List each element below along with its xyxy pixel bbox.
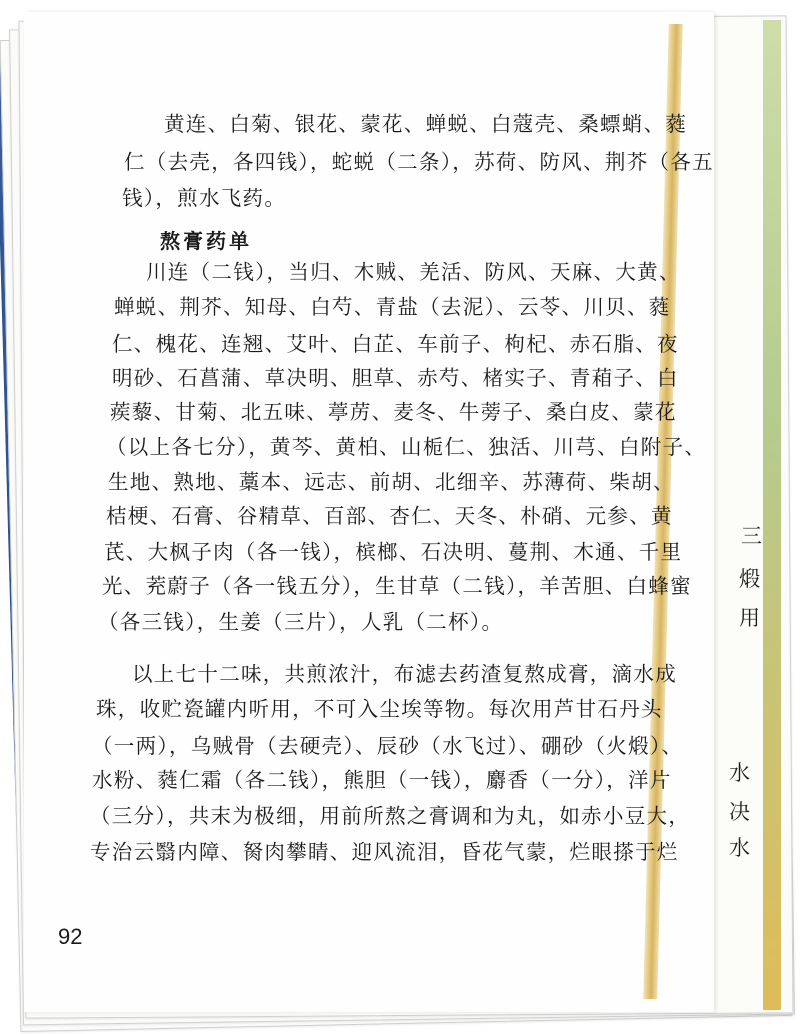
body-line: 以上七十二味，共煎浓汁，布滤去药渣复熬成膏，滴水成 — [132, 662, 677, 686]
body-line: 川连（二钱），当归、木贼、羌活、防风、天麻、大黄、 — [146, 260, 681, 284]
body-line: 芪、大枫子肉（各一钱），槟榔、石决明、蔓荆、木通、千里 — [104, 540, 683, 564]
body-line: （以上各七分），黄芩、黄柏、山栀仁、独活、川芎、白附子、 — [106, 435, 707, 459]
next-page-char: 决 — [729, 800, 750, 824]
section-heading: 熬膏药单 — [160, 229, 252, 253]
page-number: 92 — [58, 924, 83, 949]
body-line: （一两），乌贼骨（去硬壳）、辰砂（水飞过）、硼砂（火煅）、 — [92, 734, 684, 758]
body-line: （三分），共末为极细，用前所熬之膏调和为丸，如赤小豆大， — [90, 804, 691, 828]
next-page-char: 用 — [739, 606, 760, 630]
body-line: 水粉、蕤仁霜（各二钱），熊胆（一钱），麝香（一分），洋片 — [92, 768, 672, 792]
body-line: 蝉蜕、荆芥、知母、白芍、青盐（去泥）、云苓、川贝、蕤 — [114, 295, 671, 319]
next-page-char: 三 — [741, 524, 762, 548]
body-line: 黄连、白菊、银花、蒙花、蝉蜕、白蔻壳、桑螵蛸、蕤 — [164, 112, 688, 136]
next-page-char: 水 — [729, 836, 750, 860]
body-line: 蒺藜、甘菊、北五味、葶苈、麦冬、牛蒡子、桑白皮、蒙花 — [110, 400, 677, 424]
body-line: （各三钱），生姜（三片），人乳（二杯）。 — [98, 610, 504, 634]
body-line: 明砂、石菖蒲、草决明、胆草、赤芍、楮实子、青葙子、白 — [112, 366, 679, 390]
next-page-edge-band — [763, 20, 781, 1010]
body-line: 钱），煎水飞药。 — [122, 186, 287, 210]
next-page-char: 水 — [729, 761, 750, 785]
body-line: 光、茺蔚子（各一钱五分），生甘草（二钱），羊苦胆、白蜂蜜 — [102, 574, 692, 598]
body-line: 生地、熟地、藁本、远志、前胡、北细辛、苏薄荷、柴胡、 — [108, 470, 675, 494]
body-line: 仁（去壳，各四钱），蛇蜕（二条），苏荷、防风、荆芥（各五 — [124, 150, 714, 174]
body-line: 珠，收贮瓷罐内听用，不可入尘埃等物。每次用芦甘石丹头 — [96, 697, 663, 721]
body-line: 仁、槐花、连翘、艾叶、白芷、车前子、枸杞、赤石脂、夜 — [112, 332, 679, 356]
body-line: 桔梗、石膏、谷精草、百部、杏仁、天冬、朴硝、元参、黄 — [106, 504, 673, 528]
next-page-char: 煅 — [739, 567, 760, 591]
body-line: 专治云翳内障、胬肉攀睛、迎风流泪，昏花气蒙，烂眼搽于烂 — [90, 840, 679, 864]
